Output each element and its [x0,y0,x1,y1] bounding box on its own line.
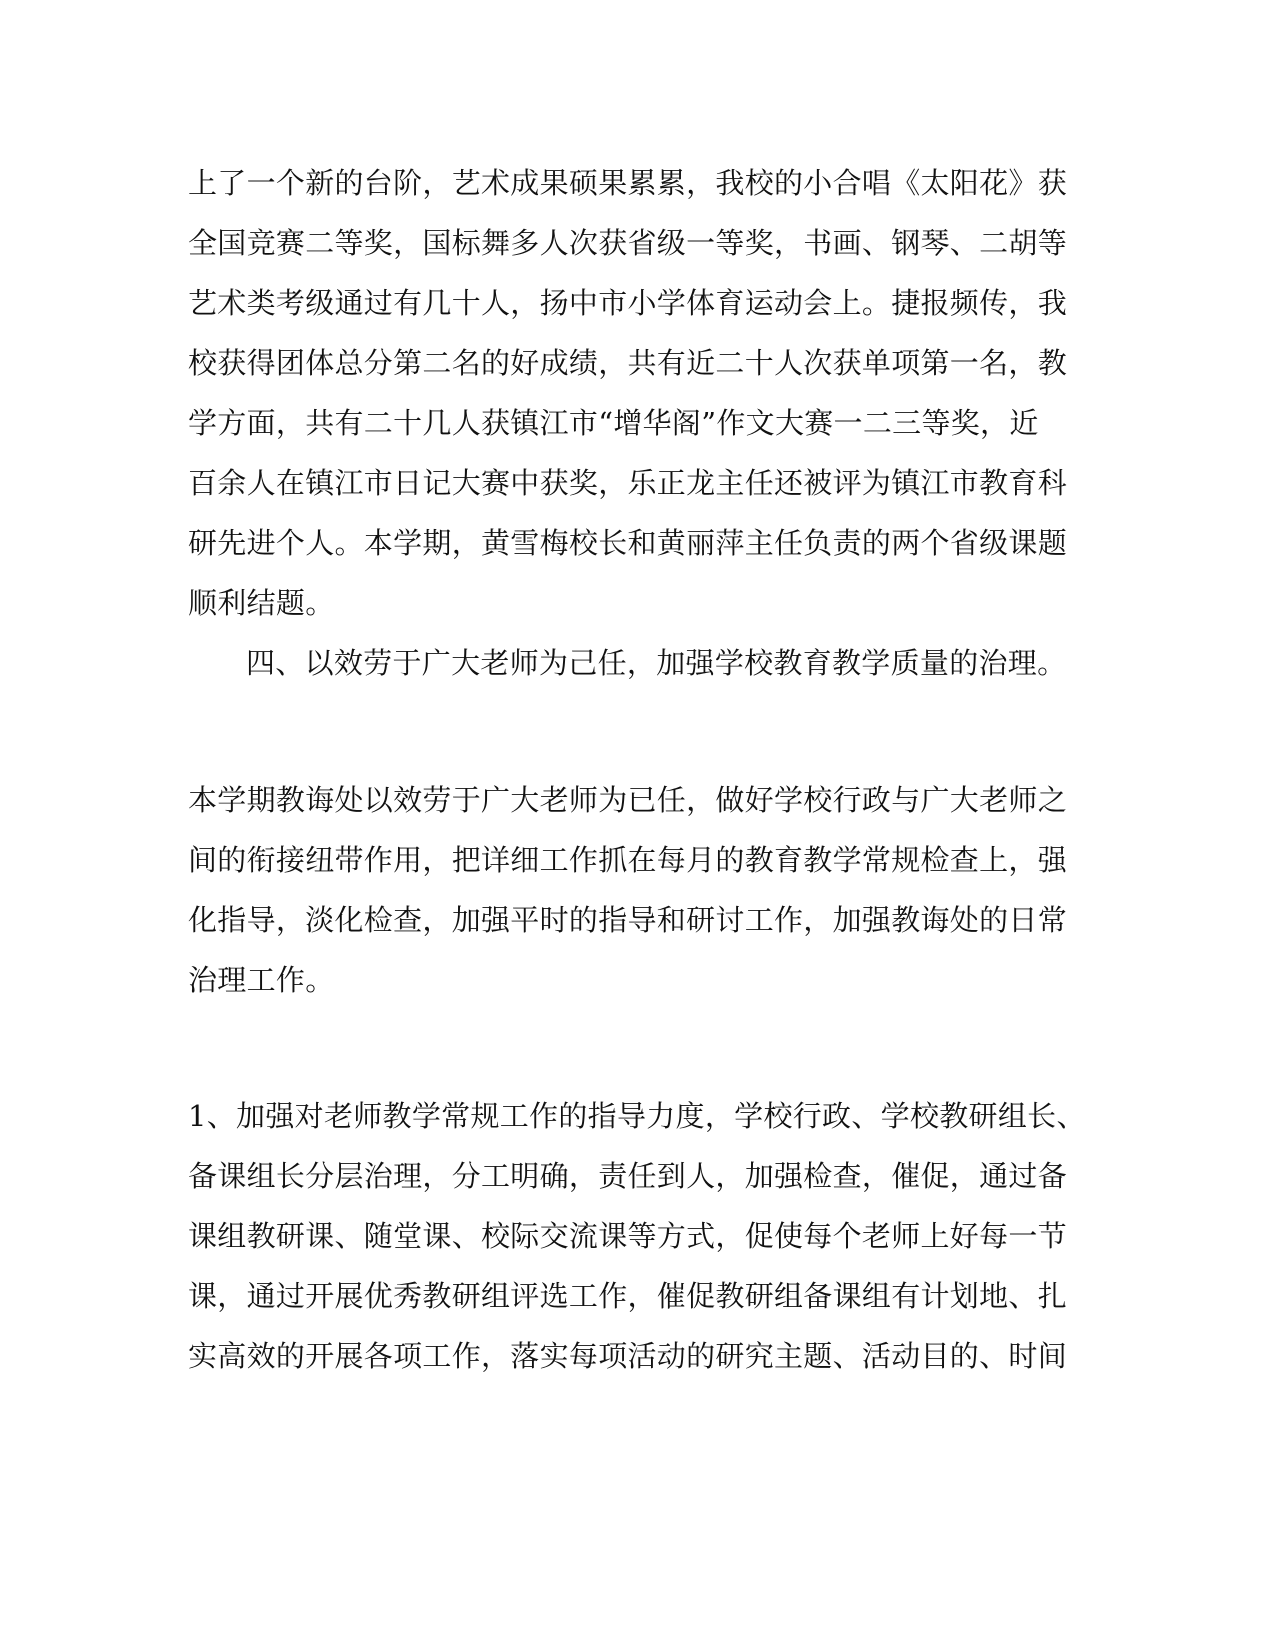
text-line: 实高效的开展各项工作，落实每项活动的研究主题、活动目的、时间 [188,1339,1068,1373]
text-line: 校获得团体总分第二名的好成绩，共有近二十人次获单项第一名，教 [188,346,1068,380]
text-line: 本学期教诲处以效劳于广大老师为已任，做好学校行政与广大老师之 [188,783,1068,817]
text-line: 研先进个人。本学期，黄雪梅校长和黄丽萍主任负责的两个省级课题 [188,526,1068,560]
text-line: 间的衔接纽带作用，把详细工作抓在每月的教育教学常规检查上，强 [188,843,1068,877]
text-line: 顺利结题。 [188,586,335,620]
section-heading: 四、以效劳于广大老师为己任，加强学校教育教学质量的治理。 [246,646,1067,680]
text-line: 上了一个新的台阶，艺术成果硕果累累，我校的小合唱《太阳花》获 [188,166,1068,200]
text-line: 百余人在镇江市日记大赛中获奖，乐正龙主任还被评为镇江市教育科 [188,466,1068,500]
text-line: 全国竞赛二等奖，国标舞多人次获省级一等奖，书画、钢琴、二胡等 [188,226,1068,260]
text-line: 备课组长分层治理，分工明确，责任到人，加强检查，催促，通过备 [188,1159,1068,1193]
text-line: 1、加强对老师教学常规工作的指导力度，学校行政、学校教研组长、 [188,1099,1086,1133]
text-line: 学方面，共有二十几人获镇江市“增华阁”作文大赛一二三等奖，近 [188,406,1039,440]
text-line: 艺术类考级通过有几十人，扬中市小学体育运动会上。捷报频传，我 [188,286,1068,320]
text-line: 课，通过开展优秀教研组评选工作，催促教研组备课组有计划地、扎 [188,1279,1068,1313]
text-line: 课组教研课、随堂课、校际交流课等方式，促使每个老师上好每一节 [188,1219,1068,1253]
text-line: 治理工作。 [188,963,335,997]
text-line: 化指导，淡化检查，加强平时的指导和研讨工作，加强教诲处的日常 [188,903,1068,937]
